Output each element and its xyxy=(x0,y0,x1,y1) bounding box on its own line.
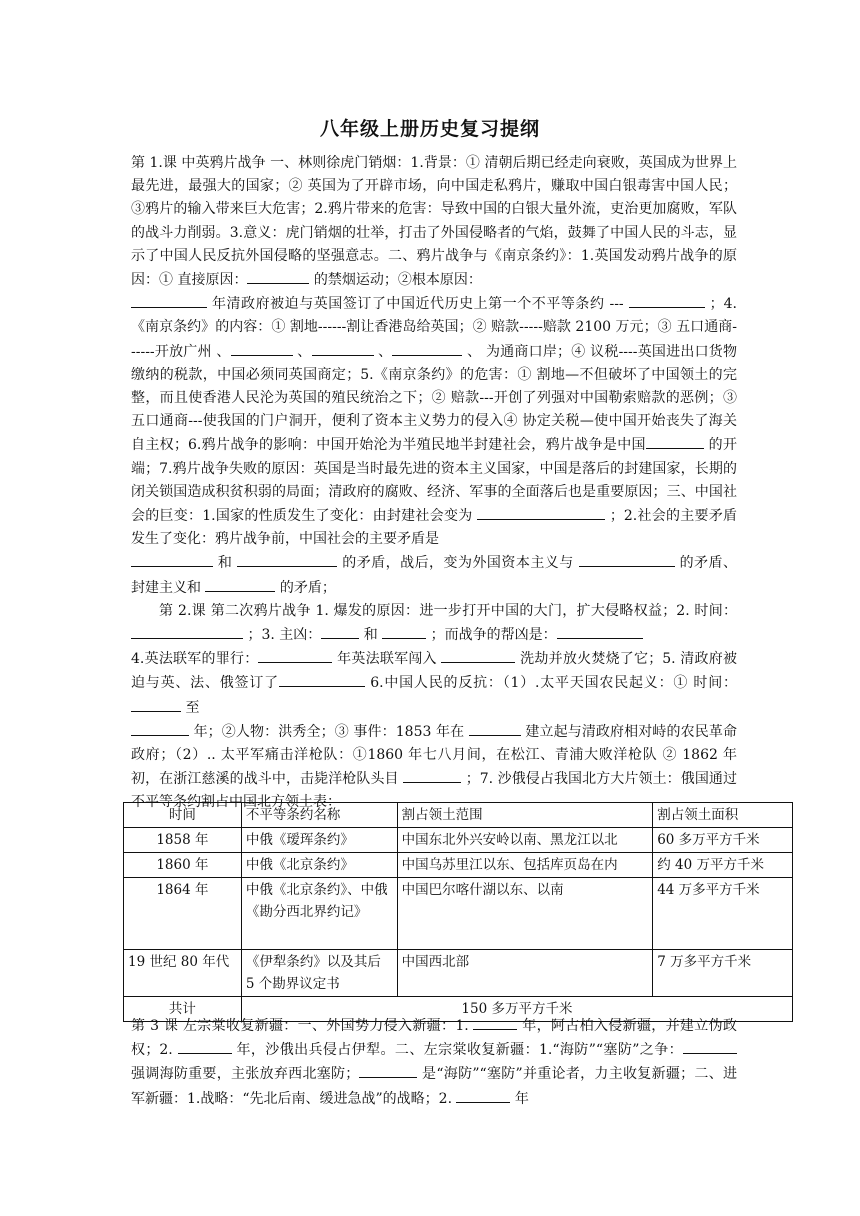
table-cell: 1860 年 xyxy=(124,853,242,878)
lesson-2-paragraph: 第 2.课 第二次鸦片战争 1. 爆发的原因：进一步打开中国的大门，扩大侵略权益；2. 时间： ；3. 主凶： 和 ；而战争的帮凶是： 4.英法联军的罪行： 年英法联军闯入 洗劫并放火焚烧了它；5. 清政府被迫与英、法、俄签订了 6.中国人民的反抗：（1）.太平天国农民起义：① 时间： 至 年；②人物：洪秀全；③ 事件：1853 年在 建立起与清政府相对峙的农民革命政府；（2）.. 太平军痛击洋枪队：①1860 年七八月间，在松江、青浦大败洋枪队 ② 1862 年初，在浙江慈溪的战斗中，击毙洋枪队头目 ；7. 沙俄侵占我国北方大片领土：俄国通过不平等条约割占中国北方领土表： xyxy=(131,602,738,811)
blank-direct-cause[interactable] xyxy=(247,268,309,284)
blank-port-2[interactable] xyxy=(312,340,374,356)
table-header: 不平等条约名称 xyxy=(241,803,397,828)
blank-port-1[interactable] xyxy=(231,340,293,356)
blank-leader[interactable] xyxy=(403,767,461,783)
table-cell: 1858 年 xyxy=(124,828,242,853)
blank-both-defense[interactable] xyxy=(359,1062,417,1078)
table-header: 时间 xyxy=(124,803,242,828)
blank-culprit-1[interactable] xyxy=(321,623,359,639)
blank-place[interactable] xyxy=(441,647,515,663)
blank-contradiction-4[interactable] xyxy=(205,576,275,592)
lesson-3-paragraph: 第 3 课 左宗棠收复新疆：一、外国势力侵入新疆：1. 年，阿古柏入侵新疆，并建立伪政权；2. 年，沙俄出兵侵占伊犁。二、左宗棠收复新疆：1.“海防”“塞防”之争： 强调海防重要，主张放弃西北塞防； 是“海防”“塞防”并重论者，力主收复新疆；二、进军新疆：1.战略：“先北后南、缓进急战”的战略；2. 年 xyxy=(131,1014,737,1111)
lesson-1-2-text xyxy=(131,152,737,815)
blank-capital[interactable] xyxy=(469,720,521,736)
blank-ili-year[interactable] xyxy=(178,1038,232,1054)
blank-year[interactable] xyxy=(258,647,332,663)
blank-history-start[interactable] xyxy=(646,433,704,449)
table-cell: 约 40 万平方千米 xyxy=(653,853,793,878)
table-cell: 7 万多平方千米 xyxy=(653,950,793,997)
lesson-1-paragraph: 第 1.课 中英鸦片战争 一、林则徐虎门销烟：1.背景：① 清朝后期已经走向衰败，英国成为世界上最先进，最强大的国家；② 英国为了开辟市场，向中国走私鸦片，赚取中国白银毒害中国人民；③鸦片的输入带来巨大危害；2.鸦片带来的危害：导致中国的白银大量外流，吏治更加腐败，军队的战斗力削弱。3.意义：虎门销烟的壮举，打击了外国侵略者的气焰，鼓舞了中国人民的斗志，显示了中国人民反抗外国侵略的坚强意志。二、鸦片战争与《南京条约》：1.英国发动鸦片战争的原因：① 直接原因： 的禁烟运动；②根本原因： 年清政府被迫与英国签订了中国近代历史上第一个不平等条约 --- ；4.《南京条约》的内容：① 割地------割让香港岛给英国；② 赔款-----赔款 2100 万元；③ 五口通商------开放广州 、 、 、 、 为通商口岸；④ 议税----英国进出口货物缴纳的税款，中国必须同英国商定；5.《南京条约》的危害：① 割地—不但破坏了中国领土的完整，而且使香港人民沦为英国的殖民统治之下；② 赔款---开创了列强对中国勒索赔款的恶例；③ 五口通商---使我国的门户洞开，便利了资本主义势力的侵入④ 协定关税—使中国开始丧失了海关自主权；6.鸦片战争的影响：中国开始沦为半殖民地半封建社会，鸦片战争是中国 的开端；7.鸦片战争失败的原因：英国是当时最先进的资本主义国家，中国是落后的封建国家，长期的闭关锁国造成积贫积弱的局面；清政府的腐败、经济、军事的全面落后也是重要原因；三、中国社会的巨变：1.国家的性质发生了变化：由封建社会变为 ；2.社会的主要矛盾发生了变化：鸦片战争前，中国社会的主要矛盾是 和 的矛盾，战后，变为外国资本主义与 的矛盾、封建主义和 的矛盾； xyxy=(131,155,738,596)
table-header-row xyxy=(124,803,793,828)
table-cell: 中国西北部 xyxy=(397,950,653,997)
table-cell: 44 万多平方千米 xyxy=(653,878,793,950)
blank-accomplice[interactable] xyxy=(557,623,643,639)
table-total-value: 150 多万平方千米 xyxy=(241,997,792,1022)
blank-root-cause[interactable] xyxy=(131,292,207,308)
table-cell: 《伊犁条约》以及其后 5 个勘界议定书 xyxy=(241,950,397,997)
blank-march-year[interactable] xyxy=(456,1087,510,1103)
table-cell: 中国乌苏里江以东、包括库页岛在内 xyxy=(397,853,653,878)
page-title: 八年级上册历史复习提纲 xyxy=(319,118,540,140)
blank-contradiction-1[interactable] xyxy=(131,551,213,567)
table-row xyxy=(124,950,793,997)
blank-start-time[interactable] xyxy=(131,696,181,712)
table-row xyxy=(124,878,793,950)
table-cell: 19 世纪 80 年代 xyxy=(124,950,242,997)
blank-sea-defense[interactable] xyxy=(683,1038,737,1054)
table-header: 割占领土范围 xyxy=(397,803,653,828)
blank-agubo-year[interactable] xyxy=(473,1014,517,1030)
blank-end-time[interactable] xyxy=(131,720,189,736)
treaty-table xyxy=(123,802,793,1022)
blank-culprit-2[interactable] xyxy=(382,623,426,639)
table-row xyxy=(124,853,793,878)
table-cell: 中俄《瑷珲条约》 xyxy=(241,828,397,853)
table-total-label: 共计 xyxy=(124,997,242,1022)
blank-treaty-name[interactable] xyxy=(629,292,705,308)
table-cell: 60 多万平方千米 xyxy=(653,828,793,853)
table-cell: 中国东北外兴安岭以南、黑龙江以北 xyxy=(397,828,653,853)
table-header: 割占领土面积 xyxy=(653,803,793,828)
table-cell: 中俄《北京条约》 xyxy=(241,853,397,878)
blank-society-type[interactable] xyxy=(477,504,605,520)
blank-war-time[interactable] xyxy=(131,623,243,639)
blank-port-3[interactable] xyxy=(392,340,462,356)
table-cell: 1864 年 xyxy=(124,878,242,950)
blank-contradiction-2[interactable] xyxy=(237,551,337,567)
lesson-3-text xyxy=(131,1014,737,1111)
blank-treaty[interactable] xyxy=(279,671,365,687)
blank-contradiction-3[interactable] xyxy=(579,551,675,567)
table-cell: 中俄《北京条约》、中俄《勘分西北界约记》 xyxy=(241,878,397,950)
table-row xyxy=(124,828,793,853)
table-cell: 中国巴尔喀什湖以东、以南 xyxy=(397,878,653,950)
